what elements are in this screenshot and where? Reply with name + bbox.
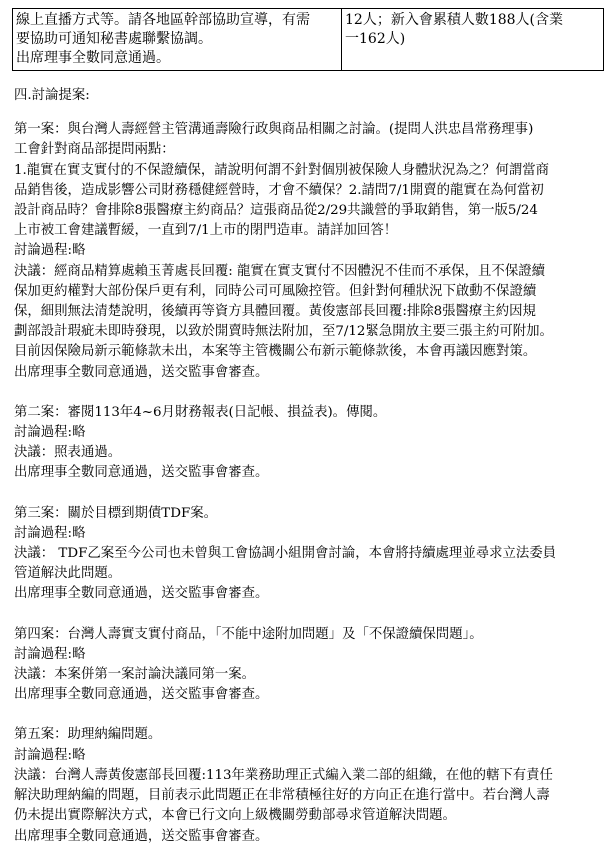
text-line: 品銷售後，造成影響公司財務穩健經營時，才會不續保？2.請問7/1開賣的龍實在為何當初 bbox=[14, 182, 544, 198]
proposal-title: 第五案：助理納編問題。 bbox=[14, 727, 162, 743]
resolution-text: 決議：本案併第一案討論決議同第一案。 bbox=[14, 667, 256, 683]
table-cell-right bbox=[342, 9, 604, 71]
approval-line: 出席理事全數同意通過，送交監事會審查。 bbox=[14, 687, 269, 703]
text-line: 工會針對商品部提問兩點： bbox=[14, 142, 175, 158]
resolution-text: 決議： TDF乙案至今公司也未曾與工會協調小組開會討論，本會將持續處理並尋求立法委員 bbox=[14, 546, 557, 562]
discussion-process: 討論過程:略 bbox=[14, 243, 86, 259]
approval-line: 出席理事全數同意通過，送交監事會審查。 bbox=[14, 364, 269, 380]
text-line: 1.龍實在實支實付的不保證續保，請說明何謂不針對個別被保險人身體狀況為之？何謂當商 bbox=[14, 162, 550, 178]
text-line: 管道解決此問題。 bbox=[14, 566, 122, 582]
text-line: 劃部設計瑕疵未即時發現，以致於開賣時無法附加，至7/12緊急開放主要三張主約可附加。 bbox=[14, 324, 553, 340]
proposal-5 bbox=[14, 725, 604, 846]
text-line: 仍未提出實際解決方式，本會已行文向上級機關勞動部尋求管道解決問題。 bbox=[14, 808, 456, 824]
text-line: 上市被工會建議暫緩，一直到7/1上市的閉門造車。請詳加回答！ bbox=[14, 223, 398, 239]
table-row bbox=[13, 9, 604, 71]
proposal-title: 第二案：審閱113年4~6月財務報表(日記帳、損益表)。傳閱。 bbox=[14, 404, 387, 420]
table-cell-text: 要協助可通知秘書處聯繫協調。 bbox=[16, 31, 212, 47]
summary-table bbox=[12, 8, 604, 71]
proposal-title: 第四案：台灣人壽實支實付商品，「不能中途附加問題」及「不保證續保問題」。 bbox=[14, 626, 483, 642]
proposal-1 bbox=[14, 120, 604, 383]
text-line: 保加更約權對大部份保戶更有利，同時公司可風險控管。但針對何種狀況下啟動不保證續 bbox=[14, 283, 537, 299]
discussion-process: 討論過程:略 bbox=[14, 747, 86, 763]
resolution-text: 決議：照表通過。 bbox=[14, 445, 122, 461]
text-line: 目前因保險局新示範條款未出，本案等主管機關公布新示範條款後，本會再議因應對策。 bbox=[14, 344, 537, 360]
discussion-process: 討論過程:略 bbox=[14, 525, 86, 541]
proposal-3 bbox=[14, 504, 604, 605]
approval-line: 出席理事全數同意通過，送交監事會審查。 bbox=[14, 465, 269, 481]
table-cell-text: 一162人) bbox=[345, 31, 406, 47]
discussion-process: 討論過程:略 bbox=[14, 425, 86, 441]
table-cell-left bbox=[13, 9, 342, 71]
text-line: 設計商品時？會排除8張醫療主約商品？這張商品從2/29共識營的爭取銷售，第一版5/24 bbox=[14, 203, 538, 219]
approval-line: 出席理事全數同意通過，送交監事會審查。 bbox=[14, 828, 269, 844]
proposal-title: 第一案：與台灣人壽經營主管溝通壽險行政與商品相關之討論。(提問人洪忠昌常務理事) bbox=[14, 122, 534, 138]
text-line: 保，細則無法清楚說明，後續再等資方具體回覆。黃俊憲部長回覆:排除8張醫療主約因規 bbox=[14, 304, 536, 320]
resolution-text: 決議：台灣人壽黃俊憲部長回覆:113年業務助理正式編入業二部的組織，在他的轄下有責任 bbox=[14, 767, 553, 783]
discussion-process: 討論過程:略 bbox=[14, 646, 86, 662]
section-title: 四.討論提案: bbox=[14, 88, 90, 103]
proposal-4 bbox=[14, 625, 604, 706]
resolution-text: 決議：經商品精算處賴玉菁處長回覆: 龍實在實支實付不因體況不佳而不承保，且不保證續 bbox=[14, 263, 545, 279]
proposal-title: 第三案：關於目標到期債TDF案。 bbox=[14, 505, 218, 521]
approval-line: 出席理事全數同意通過，送交監事會審查。 bbox=[14, 586, 269, 602]
table-cell-text: 線上直播方式等。請各地區幹部協助宣導，有需 bbox=[16, 12, 310, 28]
table-cell-text: 12人；新入會累積人數188人(含業 bbox=[345, 12, 563, 28]
table-cell-text: 出席理事全數同意通過。 bbox=[16, 50, 170, 66]
discussion-section bbox=[14, 86, 604, 847]
proposal-2 bbox=[14, 403, 604, 484]
text-line: 解決助理納編的問題，目前表示此問題正在非常積極往好的方向正在進行當中。若台灣人壽 bbox=[14, 788, 550, 804]
